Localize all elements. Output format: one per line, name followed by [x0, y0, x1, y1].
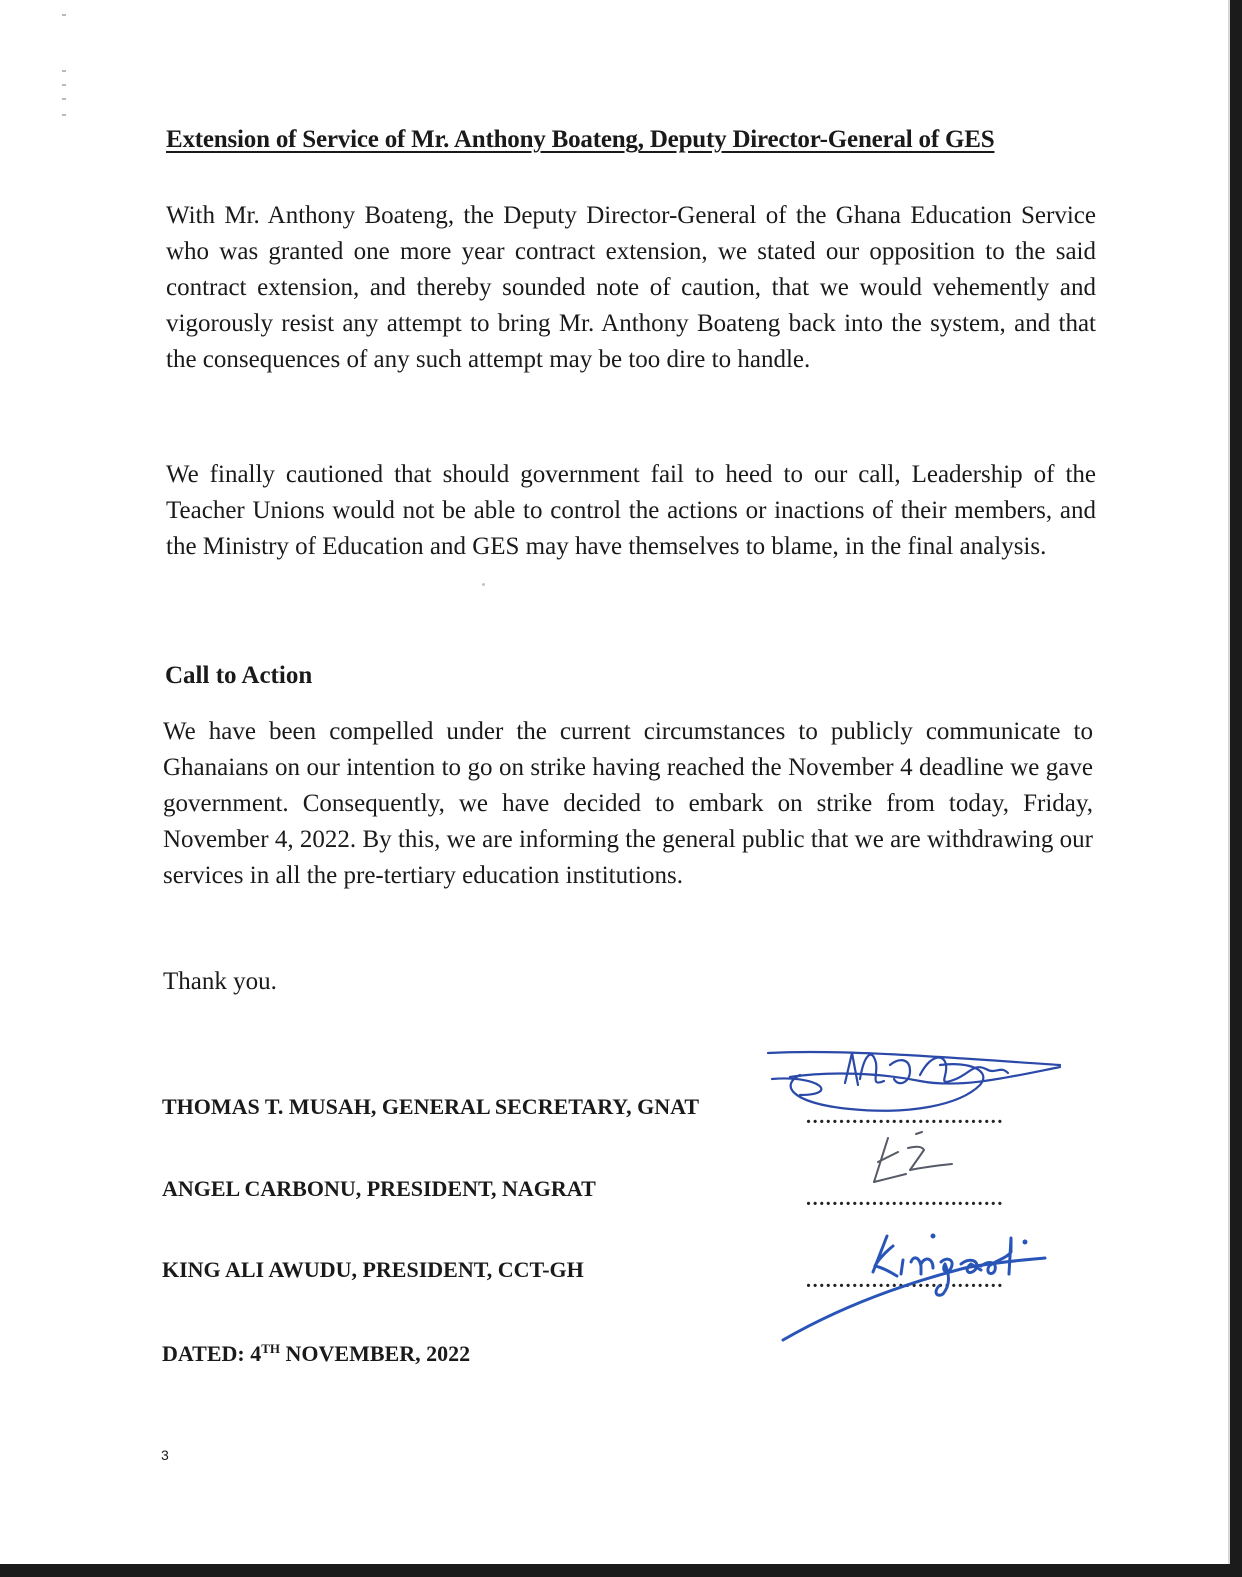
paragraph-caution: We finally cautioned that should government fail to heed to our call, Leadership of the Teacher Unions would not be able to control the actions or inactions of their members, and the Ministry of Education and GES may have themselves to blame, in the final analysis. [166, 461, 1096, 560]
signature-line-cct-gh: .............................. [806, 1270, 1004, 1292]
signature-nagrat-image [860, 1128, 970, 1198]
signature-cct-gh-image [775, 1222, 1065, 1347]
signature-gnat-image [760, 1035, 1070, 1125]
document-heading: Extension of Service of Mr. Anthony Boateng, Deputy Director-General of GES [166, 126, 995, 153]
document-date [162, 1341, 470, 1367]
page-number: 3 [161, 1447, 169, 1463]
call-to-action-heading: Call to Action [165, 662, 313, 689]
paragraph-extension: With Mr. Anthony Boateng, the Deputy Director-General of the Ghana Education Service who was granted one more year contract extension, we stated our opposition to the said contract extension, and thereby sounded note of caution, that we would vehemently and vigorously resist any attempt to bring Mr. Anthony Boateng back into the system, and that the consequences of any such attempt may be too dire to handle. [166, 202, 1096, 373]
dated-rest: NOVEMBER, 2022 [280, 1341, 471, 1366]
signature-line-nagrat: .............................. [806, 1188, 1004, 1210]
dated-superscript: TH [261, 1341, 281, 1356]
margin-marks [58, 14, 68, 134]
signature-line-gnat: .............................. [806, 1106, 1004, 1128]
signatory-cct-gh: KING ALI AWUDU, PRESIDENT, CCT-GH [162, 1257, 584, 1282]
scan-speck [482, 583, 485, 586]
closing-thank-you: Thank you. [163, 968, 277, 995]
paragraph-call-to-action: We have been compelled under the current circumstances to publicly communicate to Ghanaians on our intention to go on strike having reached the November 4 deadline we gave government. Consequently, we have decided to embark on strike from today, Friday, November 4, 2022. By this, we are informing the general public that we are withdrawing our services in all the pre-tertiary education institutions. [163, 718, 1093, 889]
dated-label: DATED: 4 [162, 1341, 262, 1366]
signatory-gnat: THOMAS T. MUSAH, GENERAL SECRETARY, GNAT [162, 1094, 700, 1119]
signatory-nagrat: ANGEL CARBONU, PRESIDENT, NAGRAT [162, 1176, 596, 1201]
